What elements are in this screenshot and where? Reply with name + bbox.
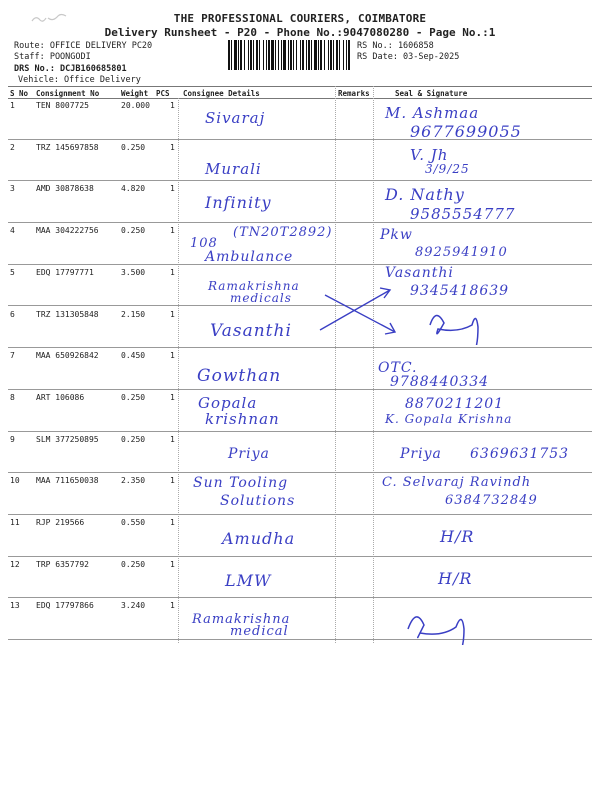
column-header-weight: Weight (121, 89, 149, 98)
signature-handwriting: D. Nathy (385, 185, 465, 205)
barcode-bar (300, 40, 301, 70)
signature-handwriting: 9788440334 (390, 374, 490, 391)
barcode-bar (293, 40, 294, 70)
weight-value: 0.250 (121, 226, 146, 236)
barcode-bar (266, 40, 267, 70)
consignee-handwriting: Solutions (220, 493, 296, 510)
weight-value: 3.500 (121, 267, 146, 277)
signature-handwriting: H/R (438, 568, 473, 588)
barcode-bar (234, 40, 237, 70)
consignment-number: EDQ 17797866 (36, 601, 94, 611)
consignee-handwriting: medicals (230, 290, 292, 305)
table-row (0, 223, 600, 265)
consignee-handwriting: 108 (190, 236, 218, 252)
barcode-bar (228, 40, 230, 70)
consignee-handwriting: krishnan (205, 409, 280, 428)
consignment-number: MAA 711650038 (36, 476, 99, 486)
barcode-bar (320, 40, 322, 70)
barcode-bar (268, 40, 270, 70)
serial-number: 11 (10, 518, 20, 527)
weight-value: 2.150 (121, 309, 146, 319)
table-row (0, 98, 600, 140)
company-title: THE PROFESSIONAL COURIERS, COIMBATORE (173, 12, 427, 25)
table-row (0, 515, 600, 557)
serial-number: 2 (10, 142, 15, 152)
barcode-bar (283, 40, 286, 70)
barcode-bar (275, 40, 276, 70)
signature-handwriting: K. Gopala Krishna (385, 411, 513, 426)
consignee-handwriting: Gopala (198, 393, 258, 412)
rs-number: RS No.: 1606858 (357, 41, 434, 51)
barcode-bar (336, 40, 338, 70)
barcode-bar (333, 40, 334, 70)
barcode-bar (296, 40, 297, 70)
pieces-count: 1 (170, 101, 175, 110)
barcode-bar (290, 40, 292, 70)
consignee-handwriting: medical (230, 624, 289, 640)
signature-handwriting: H/R (440, 527, 475, 546)
serial-number: 12 (10, 559, 20, 569)
weight-value: 0.250 (121, 434, 146, 444)
signature-handwriting: Vasanthi (385, 264, 454, 281)
barcode-bar (308, 40, 310, 70)
barcode-bar (263, 40, 264, 70)
runsheet-subtitle: Delivery Runsheet - P20 - Phone No.:9047080280 - Page No.:1 (104, 26, 496, 39)
consignee-handwriting: Vasanthi (210, 320, 292, 341)
signature-scribble (400, 605, 490, 645)
table-row (0, 181, 600, 223)
barcode-bar (302, 40, 304, 70)
signature-handwriting: M. Ashmaa (385, 104, 480, 122)
consignment-number: SLM 377250895 (36, 434, 99, 444)
serial-number: 3 (10, 184, 15, 194)
barcode-bar (250, 40, 252, 70)
consignment-number: MAA 304222756 (36, 226, 99, 236)
consignment-number: EDQ 17797771 (36, 267, 94, 277)
barcode-bar (281, 40, 282, 70)
consignment-number: TRZ 145697858 (36, 142, 99, 152)
drs-number: DRS No.: DCJB160685801 (14, 64, 127, 74)
barcode-bar (324, 40, 325, 70)
barcode-bar (330, 40, 332, 70)
pieces-count: 1 (170, 434, 175, 444)
barcode-bar (339, 40, 340, 70)
table-row (0, 390, 600, 432)
weight-value: 0.250 (121, 559, 146, 569)
consignee-handwriting: Amudha (222, 529, 296, 548)
consignment-number: TEN 8007725 (36, 101, 89, 110)
signature-handwriting: Priya (400, 445, 442, 462)
consignment-number: RJP 219566 (36, 518, 85, 527)
serial-number: 1 (10, 101, 15, 110)
consignee-handwriting: Ramakrishna (192, 612, 291, 628)
barcode-bar (288, 40, 289, 70)
signature-handwriting: Pkw (380, 227, 413, 244)
barcode-bar (306, 40, 307, 70)
consignment-number: TRZ 131305848 (36, 309, 99, 319)
vehicle-label: Vehicle: Office Delivery (18, 75, 141, 85)
pieces-count: 1 (170, 184, 175, 194)
pieces-count: 1 (170, 559, 175, 569)
consignee-handwriting: Infinity (205, 193, 272, 213)
signature-handwriting: 6369631753 (470, 445, 570, 462)
handwritten-swap-arrows (300, 280, 410, 340)
barcode (227, 40, 353, 70)
table-row (0, 473, 600, 515)
signature-handwriting: 3/9/25 (425, 161, 470, 176)
pieces-count: 1 (170, 476, 175, 486)
consignee-handwriting: LMW (225, 570, 272, 590)
weight-value: 3.240 (121, 601, 146, 611)
serial-number: 10 (10, 476, 20, 486)
weight-value: 0.250 (121, 392, 146, 402)
barcode-bar (238, 40, 239, 70)
route-label: Route: OFFICE DELIVERY PC20 (14, 41, 153, 51)
consignee-handwriting: Murali (205, 159, 262, 178)
barcode-bar (311, 40, 312, 70)
header-top-rule (8, 86, 592, 87)
row-divider (8, 639, 592, 640)
table-row (0, 140, 600, 182)
consignee-handwriting: (TN20T2892) (233, 225, 333, 241)
barcode-bar (314, 40, 317, 70)
weight-value: 2.350 (121, 476, 146, 486)
pieces-count: 1 (170, 267, 175, 277)
pieces-count: 1 (170, 309, 175, 319)
serial-number: 4 (10, 226, 15, 236)
serial-number: 9 (10, 434, 15, 444)
pieces-count: 1 (170, 142, 175, 152)
table-row (0, 348, 600, 390)
barcode-bar (271, 40, 274, 70)
barcode-bar (343, 40, 344, 70)
pieces-count: 1 (170, 601, 175, 611)
barcode-bar (328, 40, 329, 70)
weight-value: 0.250 (121, 142, 146, 152)
serial-number: 5 (10, 267, 15, 277)
barcode-bar (259, 40, 260, 70)
barcode-bar (278, 40, 279, 70)
signature-scribble (420, 305, 510, 345)
consignment-number: MAA 650926842 (36, 351, 99, 361)
barcode-bar (248, 40, 249, 70)
barcode-bar (256, 40, 258, 70)
weight-value: 4.820 (121, 184, 146, 194)
pieces-count: 1 (170, 226, 175, 236)
consignee-handwriting: Ramakrishna (208, 278, 300, 293)
signature-handwriting: 8925941910 (415, 245, 508, 261)
table-row (0, 557, 600, 599)
signature-handwriting: C. Selvaraj Ravindh (382, 475, 532, 491)
signature-handwriting: OTC. (378, 360, 418, 377)
staff-label: Staff: POONGODI (14, 52, 91, 62)
signature-handwriting: 8870211201 (405, 395, 505, 412)
serial-number: 6 (10, 309, 15, 319)
pieces-count: 1 (170, 518, 175, 527)
table-row (0, 598, 600, 640)
consignee-handwriting: Sun Tooling (193, 475, 289, 492)
consignment-number: ART 106086 (36, 392, 85, 402)
weight-value: 20.000 (121, 101, 150, 110)
column-header-seal-signature: Seal & Signature (395, 89, 468, 98)
rs-date: RS Date: 03-Sep-2025 (357, 52, 460, 62)
barcode-bar (318, 40, 319, 70)
weight-value: 0.450 (121, 351, 146, 361)
column-header-consignment: Consignment No (36, 89, 100, 98)
signature-handwriting: 9585554777 (410, 205, 516, 224)
column-header-sno: S No (10, 89, 29, 98)
consignment-number: TRP 6357792 (36, 559, 89, 569)
barcode-bar (231, 40, 232, 70)
column-header-consignee: Consignee Details (183, 89, 260, 98)
table-row (0, 432, 600, 474)
signature-handwriting: V. Jh (410, 145, 449, 164)
barcode-bar (244, 40, 245, 70)
column-header-pcs: PCS (156, 89, 170, 98)
signature-handwriting: 6384732849 (445, 493, 538, 509)
barcode-bar (253, 40, 254, 70)
serial-number: 8 (10, 392, 15, 402)
pieces-count: 1 (170, 392, 175, 402)
barcode-bar (346, 40, 347, 70)
consignee-handwriting: Sivaraj (205, 109, 266, 127)
weight-value: 0.550 (121, 518, 146, 527)
serial-number: 13 (10, 601, 20, 611)
consignee-handwriting: Ambulance (205, 249, 294, 266)
serial-number: 7 (10, 351, 15, 361)
signature-handwriting: 9677699055 (410, 122, 522, 141)
pieces-count: 1 (170, 351, 175, 361)
barcode-bar (348, 40, 350, 70)
consignee-handwriting: Gowthan (197, 366, 282, 387)
barcode-bar (240, 40, 242, 70)
column-header-remarks: Remarks (338, 89, 370, 98)
signature-handwriting: 9345418639 (410, 282, 510, 299)
consignee-handwriting: Priya (228, 445, 270, 462)
consignment-number: AMD 30878638 (36, 184, 94, 194)
